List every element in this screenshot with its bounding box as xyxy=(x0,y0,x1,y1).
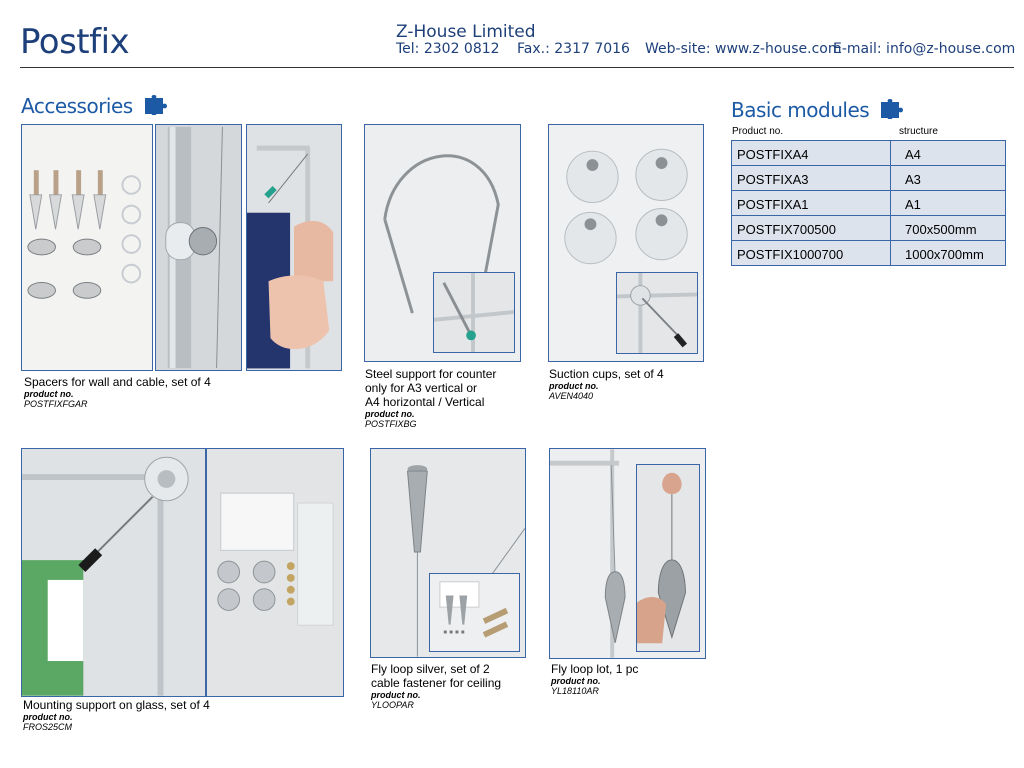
product-cell: POSTFIXA1 xyxy=(732,191,891,216)
product-title: Mounting support on glass, set of 4 xyxy=(23,698,210,712)
glass-mount-photo xyxy=(21,448,206,697)
product-title: Fly loop silver, set of 2 xyxy=(371,662,490,676)
product-code: YLOOPAR xyxy=(371,700,414,710)
spacer-detail-photo xyxy=(155,124,242,371)
structure-cell: A4 xyxy=(891,141,1006,166)
modules-heading xyxy=(731,98,905,122)
product-title: A4 horizontal / Vertical xyxy=(365,395,485,409)
table-row xyxy=(732,216,1006,241)
product-code: YL18110AR xyxy=(551,686,599,696)
caption-suction-cups xyxy=(549,367,664,402)
product-cell: POSTFIX1000700 xyxy=(732,241,891,266)
steel-support-detail-inset xyxy=(433,272,515,353)
product-no-label: product no. xyxy=(24,389,74,399)
table-row xyxy=(732,191,1006,216)
caption-spacers xyxy=(24,375,211,410)
caption-fly-loop-lot xyxy=(551,662,638,697)
product-code: FROS25CM xyxy=(23,722,73,732)
email-link[interactable]: E-mail: info@z-house.com xyxy=(833,41,1016,57)
caption-fly-loop-silver xyxy=(371,662,501,711)
structure-cell: 1000x700mm xyxy=(891,241,1006,266)
product-cell: POSTFIXA3 xyxy=(732,166,891,191)
header-divider xyxy=(20,67,1014,68)
product-title: Spacers for wall and cable, set of 4 xyxy=(24,375,211,389)
phone-text: Tel: 2302 0812 xyxy=(396,41,500,57)
fax-text: Fax.: 2317 7016 xyxy=(517,41,630,57)
col-header-structure: structure xyxy=(899,126,938,137)
product-no-label: product no. xyxy=(551,676,601,686)
company-name: Z-House Limited xyxy=(396,22,536,42)
caption-steel-support xyxy=(365,367,496,430)
brand-logo: Postfix xyxy=(20,22,130,62)
product-no-label: product no. xyxy=(365,409,415,419)
product-cell: POSTFIXA4 xyxy=(732,141,891,166)
structure-cell: A1 xyxy=(891,191,1006,216)
product-title: Steel support for counter xyxy=(365,367,497,381)
product-code: AVEN4040 xyxy=(549,391,594,401)
product-no-label: product no. xyxy=(23,712,73,722)
product-cell: POSTFIX700500 xyxy=(732,216,891,241)
product-no-label: product no. xyxy=(549,381,599,391)
product-title: Fly loop lot, 1 pc xyxy=(551,662,639,676)
product-title: cable fastener for ceiling xyxy=(371,676,502,690)
glass-mount-parts-photo xyxy=(206,448,344,697)
fly-loop-lot-detail-inset xyxy=(636,464,700,652)
modules-title: Basic modules xyxy=(731,98,870,122)
spacers-parts-photo xyxy=(21,124,153,371)
structure-cell: A3 xyxy=(891,166,1006,191)
spacer-install-photo xyxy=(246,124,342,371)
col-header-product: Product no. xyxy=(732,126,784,137)
structure-cell: 700x500mm xyxy=(891,216,1006,241)
suction-cup-detail-inset xyxy=(616,272,698,354)
puzzle-icon xyxy=(143,95,169,115)
table-row xyxy=(732,166,1006,191)
caption-glass-mount xyxy=(23,698,210,733)
accessories-title: Accessories xyxy=(21,94,133,118)
product-title: only for A3 vertical or xyxy=(365,381,478,395)
table-row xyxy=(732,241,1006,266)
accessories-heading xyxy=(21,94,169,118)
puzzle-icon xyxy=(879,99,905,119)
product-title: Suction cups, set of 4 xyxy=(549,367,664,381)
product-no-label: product no. xyxy=(371,690,421,700)
fly-loop-parts-inset xyxy=(429,573,520,652)
product-code: POSTFIXBG xyxy=(365,419,417,429)
table-row xyxy=(732,141,1006,166)
website-link[interactable]: Web-site: www.z-house.com xyxy=(645,41,842,57)
modules-table xyxy=(731,140,1006,266)
product-code: POSTFIXFGAR xyxy=(24,399,88,409)
company-block xyxy=(396,22,1016,57)
